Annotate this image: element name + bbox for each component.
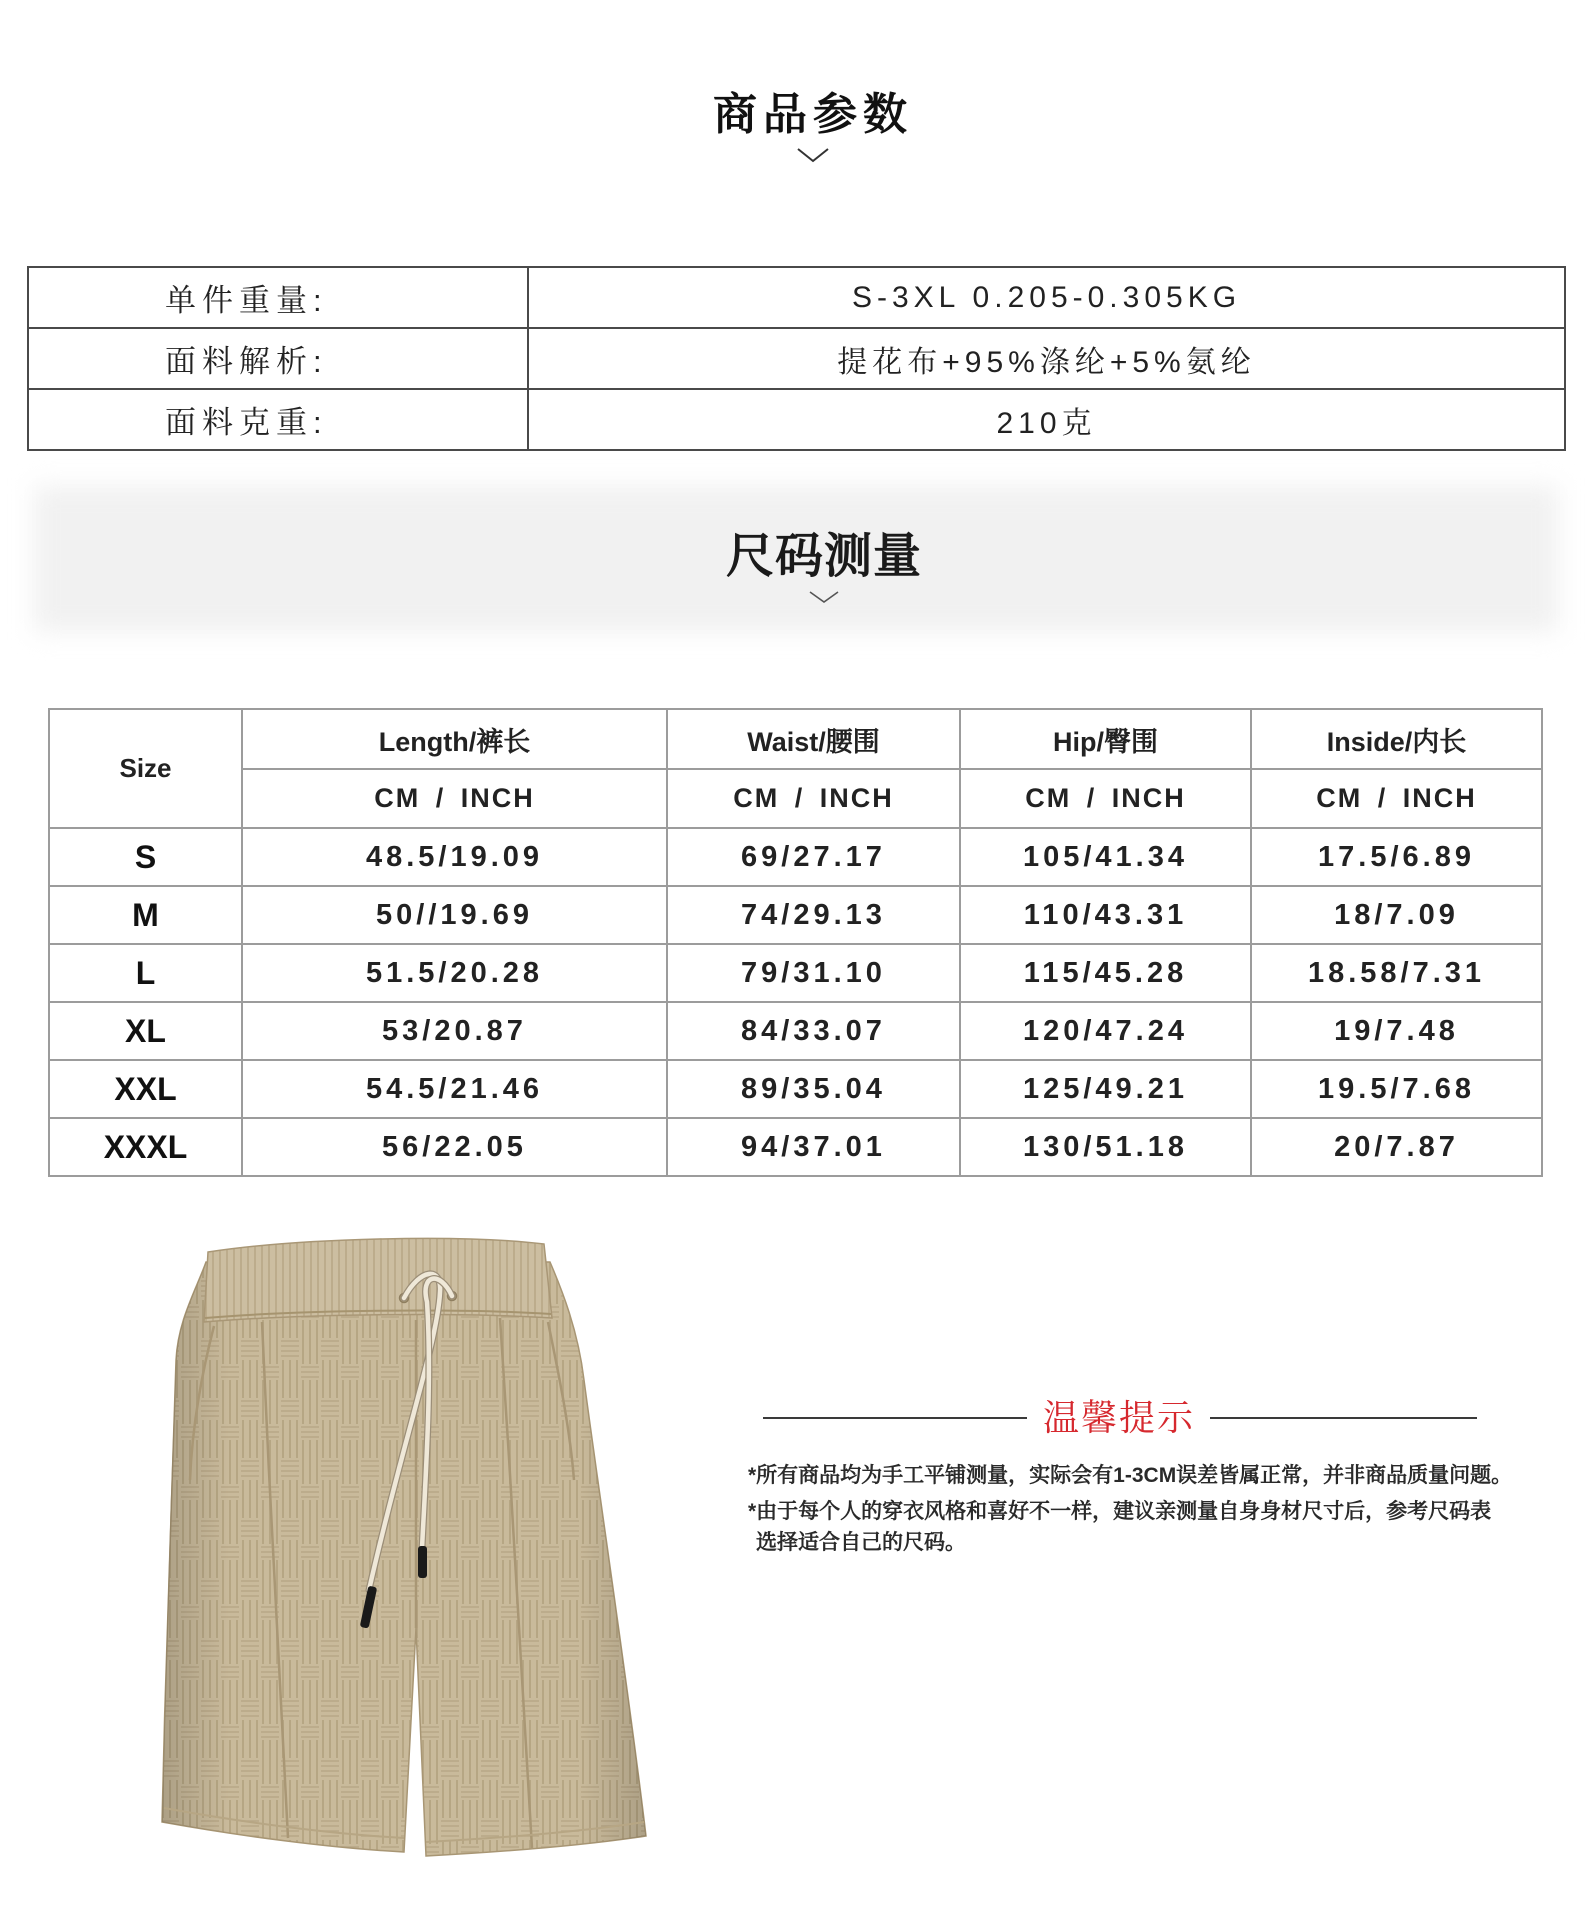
param-value: 210克 bbox=[528, 389, 1565, 450]
waist-value: 94/37.01 bbox=[667, 1118, 960, 1176]
waist-value: 89/35.04 bbox=[667, 1060, 960, 1118]
unit-header-inside: CM / INCH bbox=[1251, 769, 1542, 828]
size-label: M bbox=[49, 886, 242, 944]
product-params-title: 商品参数 bbox=[713, 90, 913, 139]
unit-header-waist: CM / INCH bbox=[667, 769, 960, 828]
length-value: 56/22.05 bbox=[242, 1118, 667, 1176]
length-value: 48.5/19.09 bbox=[242, 828, 667, 886]
notice-title: 温馨提示 bbox=[1042, 1397, 1195, 1438]
param-row-fabric bbox=[28, 328, 1565, 389]
inside-value: 19.5/7.68 bbox=[1251, 1060, 1542, 1118]
column-header-length: Length/裤长 bbox=[242, 709, 667, 769]
notice-line: *所有商品均为手工平铺测量，实际会有1-3CM误差皆属正常，并非商品质量问题。 bbox=[748, 1464, 1513, 1487]
hip-value: 115/45.28 bbox=[960, 944, 1251, 1002]
inside-value: 18/7.09 bbox=[1251, 886, 1542, 944]
size-row bbox=[49, 944, 1542, 1002]
param-label: 单件重量: bbox=[28, 267, 528, 328]
waist-value: 74/29.13 bbox=[667, 886, 960, 944]
unit-header-length: CM / INCH bbox=[242, 769, 667, 828]
size-row bbox=[49, 886, 1542, 944]
notice-divider-left bbox=[763, 1417, 1027, 1419]
chevron-down-icon bbox=[807, 589, 841, 605]
waist-value: 69/27.17 bbox=[667, 828, 960, 886]
inside-value: 20/7.87 bbox=[1251, 1118, 1542, 1176]
param-value: S-3XL 0.205-0.305KG bbox=[528, 267, 1565, 328]
param-row-gsm bbox=[28, 389, 1565, 450]
inside-value: 17.5/6.89 bbox=[1251, 828, 1542, 886]
size-label: L bbox=[49, 944, 242, 1002]
waist-value: 79/31.10 bbox=[667, 944, 960, 1002]
notice-divider-right bbox=[1210, 1417, 1477, 1419]
notice-line: *由于每个人的穿衣风格和喜好不一样，建议亲测量自身身材尺寸后，参考尺码表 bbox=[748, 1500, 1492, 1523]
inside-value: 18.58/7.31 bbox=[1251, 944, 1542, 1002]
unit-header-hip: CM / INCH bbox=[960, 769, 1251, 828]
size-row bbox=[49, 1118, 1542, 1176]
size-row bbox=[49, 1002, 1542, 1060]
param-label: 面料解析: bbox=[28, 328, 528, 389]
param-value: 提花布+95%涤纶+5%氨纶 bbox=[528, 328, 1565, 389]
product-photo-shorts bbox=[140, 1220, 680, 1880]
product-params-table bbox=[27, 266, 1566, 451]
size-column-header: Size bbox=[49, 709, 242, 828]
param-label: 面料克重: bbox=[28, 389, 528, 450]
hip-value: 110/43.31 bbox=[960, 886, 1251, 944]
header-row-unit bbox=[49, 769, 1542, 828]
length-value: 51.5/20.28 bbox=[242, 944, 667, 1002]
notice-line: 选择适合自己的尺码。 bbox=[756, 1531, 966, 1554]
waist-value: 84/33.07 bbox=[667, 1002, 960, 1060]
length-value: 54.5/21.46 bbox=[242, 1060, 667, 1118]
column-header-waist: Waist/腰围 bbox=[667, 709, 960, 769]
hip-value: 105/41.34 bbox=[960, 828, 1251, 886]
length-value: 53/20.87 bbox=[242, 1002, 667, 1060]
column-header-hip: Hip/臀围 bbox=[960, 709, 1251, 769]
size-label: S bbox=[49, 828, 242, 886]
size-row bbox=[49, 828, 1542, 886]
shorts-waistband bbox=[204, 1238, 552, 1322]
size-row bbox=[49, 1060, 1542, 1118]
size-chart-table bbox=[48, 708, 1543, 1177]
length-value: 50//19.69 bbox=[242, 886, 667, 944]
hip-value: 120/47.24 bbox=[960, 1002, 1251, 1060]
size-label: XL bbox=[49, 1002, 242, 1060]
hip-value: 125/49.21 bbox=[960, 1060, 1251, 1118]
header-row-measure bbox=[49, 709, 1542, 769]
size-chart-title: 尺码测量 bbox=[725, 530, 922, 583]
param-row-weight bbox=[28, 267, 1565, 328]
inside-value: 19/7.48 bbox=[1251, 1002, 1542, 1060]
hip-value: 130/51.18 bbox=[960, 1118, 1251, 1176]
chevron-down-icon bbox=[795, 146, 831, 164]
size-label: XXXL bbox=[49, 1118, 242, 1176]
column-header-inside: Inside/内长 bbox=[1251, 709, 1542, 769]
size-label: XXL bbox=[49, 1060, 242, 1118]
